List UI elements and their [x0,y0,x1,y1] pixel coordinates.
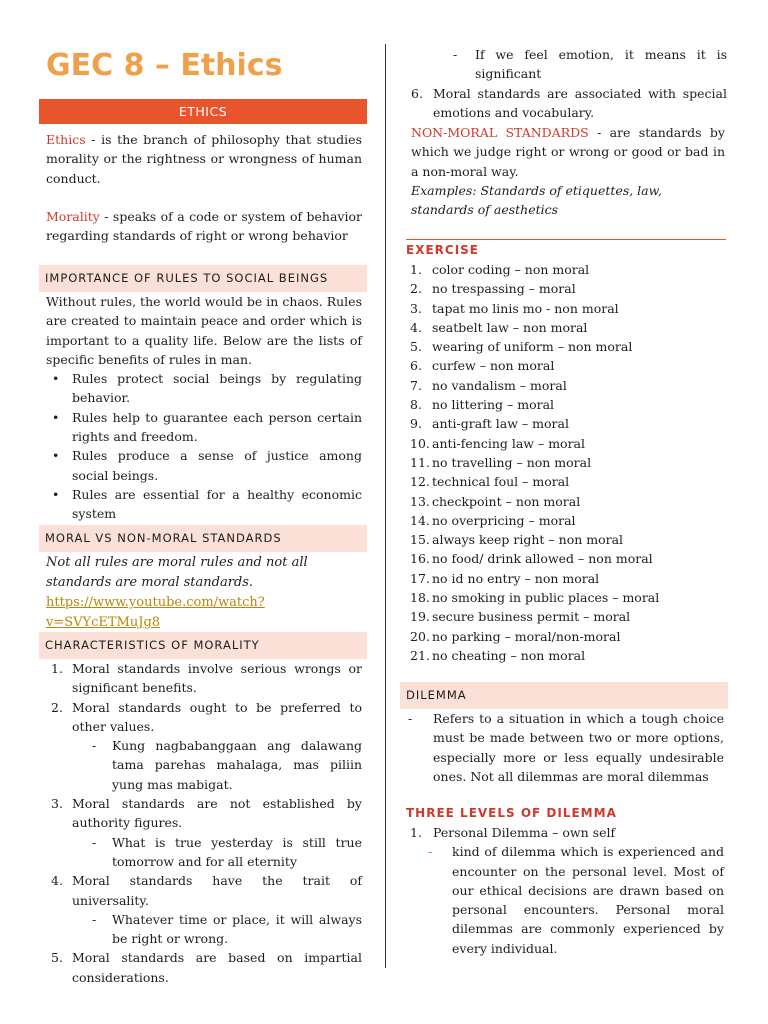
ethics-term: Ethics [46,132,86,147]
exercise-item: 16. no food/ drink allowed – non moral [410,551,653,567]
exercise-rule [406,239,726,240]
exercise-item: 11. no travelling – non moral [410,454,592,470]
importance-heading: IMPORTANCE OF RULES TO SOCIAL BEINGS [39,265,367,292]
sub-item: - If we feel emotion, it means it is significant [453,47,727,82]
exercise-item: 14. no overpricing – moral [410,512,576,528]
morality-term: Morality [46,209,100,224]
exercise-item: 17. no id no entry – non moral [410,570,600,586]
document-title: GEC 8 – Ethics [46,48,283,83]
bullet-item: • Rules are essential for a healthy economic system [52,486,362,522]
moral-vs-heading: MORAL VS NON-MORAL STANDARDS [39,525,367,552]
exercise-heading: EXERCISE [406,243,479,257]
list-item: 5. Moral standards are based on impartial considerations. [51,950,362,985]
morality-text: - speaks of a code or system of behavior regarding standards of right or wrong behavior [46,209,362,244]
sub-item: - Whatever time or place, it will always be right or wrong. [92,911,362,947]
list-item: 4. Moral standards have the trait of universality. [51,873,362,908]
sub-item: - Kung nagbabanggaan ang dalawang tama parehas mahalaga, mas piliin yung mas mabigat. [92,738,362,792]
exercise-item: 5. wearing of uniform – non moral [410,339,633,355]
exercise-item: 9. anti-graft law – moral [410,416,569,432]
exercise-item: 3. tapat mo linis mo - non moral [410,300,619,316]
ethics-definition [46,130,362,188]
youtube-link[interactable]: https://www.youtube.com/watch?v=SVYcETMuJg8 [46,595,265,630]
importance-section [46,292,362,524]
exercise-item: 4. seatbelt law – non moral [410,319,588,335]
list-item: 1. Moral standards involve serious wrongs or significant benefits. [51,661,362,696]
exercise-item: 6. curfew – non moral [410,358,555,374]
exercise-item: 12. technical foul – moral [410,474,570,490]
non-moral-examples: Examples: Standards of etiquettes, law, standards of aesthetics [411,182,662,218]
list-item: 1. Personal Dilemma – own self [410,825,616,840]
exercise-list [406,260,728,665]
right-top [411,45,727,122]
non-moral-definition [411,123,725,219]
exercise-item: 20. no parking – moral/non-moral [410,628,621,644]
exercise-item: 2. no trespassing – moral [410,281,576,297]
exercise-item: 8. no littering – moral [410,397,555,413]
dilemma-section [406,709,724,786]
exercise-item: 19. secure business permit – moral [410,609,631,625]
bullet-item: • Rules protect social beings by regulating behavior. [52,371,362,406]
sub-item: - What is true yesterday is still true tomorrow and for all eternity [92,834,362,869]
exercise-item: 10. anti-fencing law – moral [410,435,585,451]
exercise-item: 1. color coding – non moral [410,262,590,277]
dilemma-def: - Refers to a situation in which a tough choice must be made between two or more options, especially more or less equally undesirable ones. Not all dilemmas are moral dilemmas [408,711,724,784]
dilemma-heading: DILEMMA [400,682,728,709]
list-item: 6. Moral standards are associated with special emotions and vocabulary. [411,85,727,120]
importance-bullets [46,369,362,523]
exercise-item: 13. checkpoint – non moral [410,493,581,509]
non-moral-text: - are standards by which we judge right or wrong or good or bad in a non-moral way. [411,125,725,179]
characteristics-heading: CHARACTERISTICS OF MORALITY [39,632,367,659]
column-divider [385,44,386,968]
moral-vs-text: Not all rules are moral rules and not all standards are moral standards. [46,555,308,590]
bullet-item: • Rules produce a sense of justice among social beings. [52,448,362,483]
morality-definition [46,207,362,246]
ethics-text: - is the branch of philosophy that studies morality or the rightness or wrongness of human conduct. [46,132,362,186]
ethics-banner: ETHICS [39,99,367,124]
non-moral-term: NON-MORAL STANDARDS [411,125,589,140]
moral-vs-section [46,553,362,633]
exercise-item: 18. no smoking in public places – moral [410,590,660,606]
exercise-item: 21. no cheating – non moral [410,647,586,663]
exercise-item: 7. no vandalism – moral [410,377,567,393]
list-item: 3. Moral standards are not established by authority figures. [51,796,362,831]
levels-heading: THREE LEVELS OF DILEMMA [406,806,617,820]
levels-section [406,823,724,958]
list-item: 2. Moral standards ought to be preferred to other values. [51,699,362,734]
characteristics-list [46,659,362,987]
bullet-item: • Rules help to guarantee each person certain rights and freedom. [52,409,362,445]
exercise-item: 15. always keep right – non moral [410,532,624,548]
importance-intro: Without rules, the world would be in chaos. Rules are created to maintain peace and order which is important to a quality life. Below are the lists of specific benefits of rules in man. [46,294,362,367]
sub-item: - kind of dilemma which is experienced and encounter on the personal level. Most of our ethical decisions are drawn based on personal encounters. Personal moral dilemmas are commonly experienced by every individual. [428,844,724,956]
